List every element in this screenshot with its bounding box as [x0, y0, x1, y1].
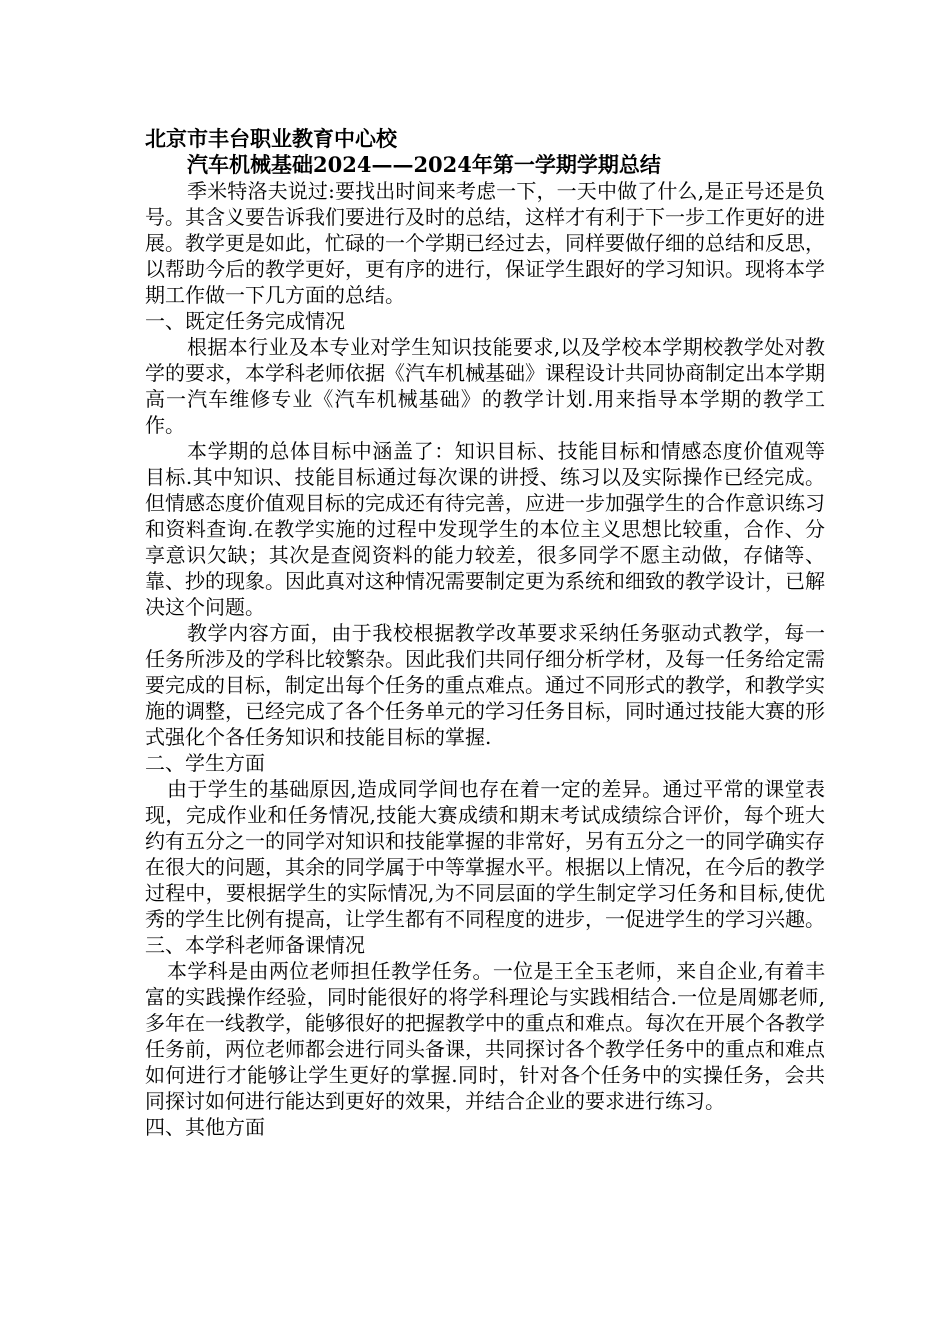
document-page — [145, 126, 825, 1140]
document-title: 汽车机械基础2024——2024年第一学期学期总结 — [187, 152, 661, 177]
section2-paragraph-1: 由于学生的基础原因,造成同学间也存在着一定的差异。通过平常的课堂表现，完成作业和任务情况,技能大赛成绩和期末考试成绩综合评价，每个班大约有五分之一的同学对知识和技能掌握的非常好，另有五分之一的同学确实存在很大的问题，其余的同学属于中等掌握水平。根据以上情况，在今后的教学过程中，要根据学生的实际情况,为不同层面的学生制定学习任务和目标,使优秀的学生比例有提高，让学生都有不同程度的进步，一促进学生的学习兴趣。 — [145, 777, 825, 931]
section-heading-4: 四、其他方面 — [145, 1115, 265, 1139]
section1-paragraph-1: 根据本行业及本专业对学生知识技能要求,以及学校本学期校教学处对教学的要求，本学科老师依据《汽车机械基础》课程设计共同协商制定出本学期高一汽车维修专业《汽车机械基础》的教学计划.用来指导本学期的教学工作。 — [145, 335, 825, 437]
section3-paragraph-1: 本学科是由两位老师担任教学任务。一位是王全玉老师，来自企业,有着丰富的实践操作经验，同时能很好的将学科理论与实践相结合.一位是周娜老师,多年在一线教学，能够很好的把握教学中的重点和难点。每次在开展个各教学任务前，两位老师都会进行同头备课，共同探讨各个教学任务中的重点和难点如何进行才能够让学生更好的掌握.同时，针对各个任务中的实操任务，会共同探讨如何进行能达到更好的效果，并结合企业的要求进行练习。 — [145, 959, 825, 1113]
section-heading-3: 三、本学科老师备课情况 — [145, 933, 365, 957]
section1-paragraph-2: 本学期的总体目标中涵盖了：知识目标、技能目标和情感态度价值观等目标.其中知识、技能目标通过每次课的讲授、练习以及实际操作已经完成。但情感态度价值观目标的完成还有待完善，应进一步加强学生的合作意识练习和资料查询.在教学实施的过程中发现学生的本位主义思想比较重，合作、分享意识欠缺；其次是查阅资料的能力较差，很多同学不愿主动做，存储等、靠、抄的现象。因此真对这种情况需要制定更为系统和细致的教学设计，已解决这个问题。 — [145, 439, 825, 619]
org-title: 北京市丰台职业教育中心校 — [145, 126, 397, 151]
intro-paragraph: 季米特洛夫说过:要找出时间来考虑一下，一天中做了什么,是正号还是负号。其含义要告诉我们要进行及时的总结，这样才有利于下一步工作更好的进展。教学更是如此，忙碌的一个学期已经过去，同样要做仔细的总结和反思，以帮助今后的教学更好，更有序的进行，保证学生跟好的学习知识。现将本学期工作做一下几方面的总结。 — [145, 179, 825, 307]
section-heading-1: 一、既定任务完成情况 — [145, 309, 345, 333]
section-heading-2: 二、学生方面 — [145, 751, 265, 775]
section1-paragraph-3: 教学内容方面，由于我校根据教学改革要求采纳任务驱动式教学，每一任务所涉及的学科比较繁杂。因此我们共同仔细分析学材，及每一任务给定需要完成的目标，制定出每个任务的重点难点。通过不同形式的教学，和教学实施的调整，已经完成了各个任务单元的学习任务目标，同时通过技能大赛的形式强化个各任务知识和技能目标的掌握. — [145, 621, 825, 749]
